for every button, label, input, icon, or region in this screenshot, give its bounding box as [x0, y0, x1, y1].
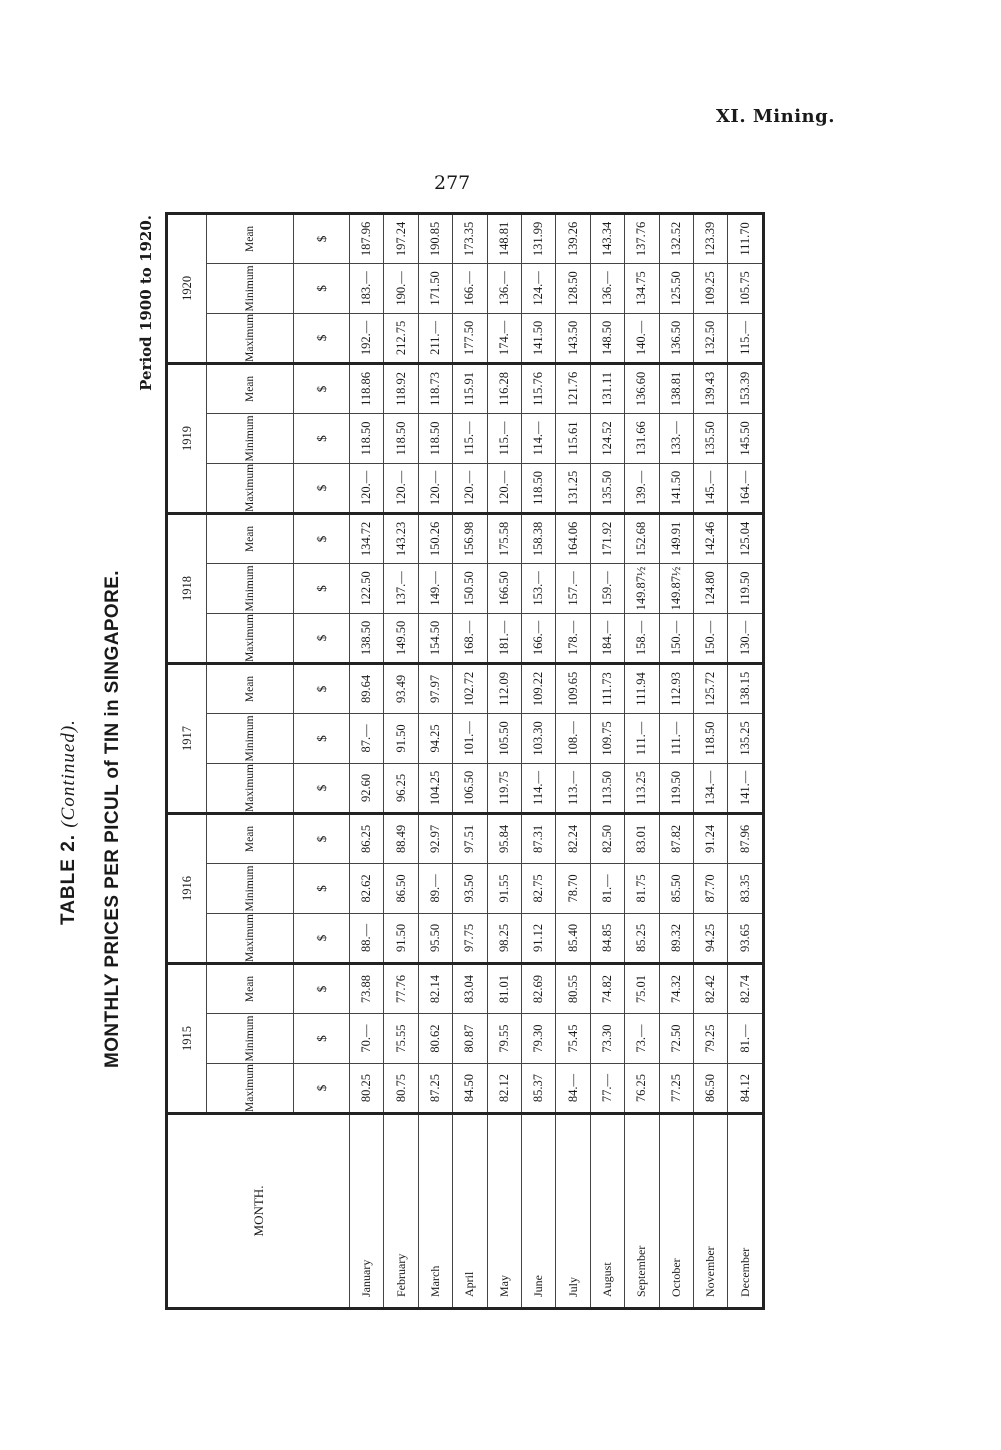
- price-cell: 141.50: [521, 313, 555, 363]
- price-cell: 109.22: [521, 663, 555, 713]
- price-cell: 140.—: [625, 313, 659, 363]
- price-cell: 181.—: [487, 613, 521, 663]
- price-cell: 136.—: [590, 263, 624, 313]
- price-cell: 131.11: [590, 363, 624, 413]
- price-cell: 113.25: [625, 763, 659, 813]
- subheader-cell: Mean: [207, 363, 294, 413]
- price-cell: 138.50: [350, 613, 384, 663]
- price-cell: 112.93: [659, 663, 693, 713]
- price-cell: 83.35: [728, 863, 764, 913]
- price-cell: 150.—: [659, 613, 693, 663]
- price-cell: 149.50: [384, 613, 418, 663]
- month-cell: August: [590, 1114, 624, 1309]
- price-cell: 115.—: [487, 413, 521, 463]
- price-cell: 128.50: [556, 263, 590, 313]
- price-cell: 114.—: [521, 413, 555, 463]
- price-cell: 142.46: [693, 513, 727, 563]
- subheader-cell: Maximum: [207, 313, 294, 363]
- table-row: [693, 213, 727, 1308]
- price-cell: 87.—: [350, 713, 384, 763]
- price-cell: 115.91: [453, 363, 487, 413]
- table-title: MONTHLY PRICES PER PICUL of TIN in SINGAPORE.: [102, 570, 123, 1068]
- price-cell: 177.50: [453, 313, 487, 363]
- price-cell: 131.66: [625, 413, 659, 463]
- price-cell: 134.—: [693, 763, 727, 813]
- price-cell: 164.06: [556, 513, 590, 563]
- subheader-cell: Minimum: [207, 1014, 294, 1064]
- price-cell: 145.50: [728, 413, 764, 463]
- price-cell: 171.50: [418, 263, 452, 313]
- table-row: [418, 213, 452, 1308]
- currency-cell: $: [294, 663, 350, 713]
- price-cell: 125.72: [693, 663, 727, 713]
- price-cell: 91.24: [693, 813, 727, 863]
- price-cell: 95.50: [418, 913, 452, 963]
- price-cell: 111.73: [590, 663, 624, 713]
- price-cell: 96.25: [384, 763, 418, 813]
- price-cell: 173.35: [453, 213, 487, 263]
- subheader-cell: Maximum: [207, 763, 294, 813]
- price-cell: 92.60: [350, 763, 384, 813]
- price-cell: 75.45: [556, 1014, 590, 1064]
- price-cell: 153.—: [521, 563, 555, 613]
- price-cell: 171.92: [590, 513, 624, 563]
- price-cell: 166.50: [487, 563, 521, 613]
- table-row: [728, 213, 764, 1308]
- price-cell: 120.—: [384, 463, 418, 513]
- price-cell: 115.76: [521, 363, 555, 413]
- price-cell: 83.04: [453, 963, 487, 1013]
- price-cell: 156.98: [453, 513, 487, 563]
- price-cell: 73.88: [350, 963, 384, 1013]
- price-cell: 87.31: [521, 813, 555, 863]
- price-cell: 137.76: [625, 213, 659, 263]
- price-cell: 73.—: [625, 1014, 659, 1064]
- subheader-cell: Minimum: [207, 413, 294, 463]
- price-cell: 80.55: [556, 963, 590, 1013]
- price-cell: 75.01: [625, 963, 659, 1013]
- price-cell: 143.34: [590, 213, 624, 263]
- price-cell: 80.87: [453, 1014, 487, 1064]
- price-cell: 81.—: [590, 863, 624, 913]
- price-cell: 122.50: [350, 563, 384, 613]
- price-cell: 111.94: [625, 663, 659, 713]
- month-cell: June: [521, 1114, 555, 1309]
- subheader-cell: Minimum: [207, 263, 294, 313]
- subheader-cell: Minimum: [207, 563, 294, 613]
- price-cell: 192.—: [350, 313, 384, 363]
- currency-cell: $: [294, 863, 350, 913]
- month-cell: January: [350, 1114, 384, 1309]
- price-cell: 138.81: [659, 363, 693, 413]
- price-cell: 78.70: [556, 863, 590, 913]
- currency-cell: $: [294, 613, 350, 663]
- price-cell: 154.50: [418, 613, 452, 663]
- price-cell: 77.25: [659, 1064, 693, 1114]
- price-cell: 81.75: [625, 863, 659, 913]
- price-cell: 82.50: [590, 813, 624, 863]
- price-cell: 82.62: [350, 863, 384, 913]
- price-cell: 73.30: [590, 1014, 624, 1064]
- price-cell: 134.75: [625, 263, 659, 313]
- subheader-cell: Maximum: [207, 613, 294, 663]
- price-cell: 87.96: [728, 813, 764, 863]
- price-cell: 141.—: [728, 763, 764, 813]
- table-label: [58, 719, 80, 925]
- price-cell: 139.—: [625, 463, 659, 513]
- price-cell: 93.49: [384, 663, 418, 713]
- price-cell: 120.—: [418, 463, 452, 513]
- price-cell: 86.50: [384, 863, 418, 913]
- price-cell: 139.43: [693, 363, 727, 413]
- price-cell: 120.—: [487, 463, 521, 513]
- price-cell: 118.86: [350, 363, 384, 413]
- price-cell: 159.—: [590, 563, 624, 613]
- price-cell: 166.—: [521, 613, 555, 663]
- currency-cell: $: [294, 913, 350, 963]
- table-row: [350, 213, 384, 1308]
- price-cell: 120.—: [350, 463, 384, 513]
- price-cell: 79.25: [693, 1014, 727, 1064]
- price-cell: 77.—: [590, 1064, 624, 1114]
- subheader-cell: Mean: [207, 213, 294, 263]
- price-cell: 111.70: [728, 213, 764, 263]
- price-cell: 150.—: [693, 613, 727, 663]
- subheader-cell: Mean: [207, 663, 294, 713]
- price-cell: 112.09: [487, 663, 521, 713]
- price-cell: 118.50: [418, 413, 452, 463]
- table-row: [521, 213, 555, 1308]
- price-cell: 87.70: [693, 863, 727, 913]
- price-cell: 89.32: [659, 913, 693, 963]
- price-cell: 91.50: [384, 913, 418, 963]
- price-cell: 190.85: [418, 213, 452, 263]
- price-cell: 135.25: [728, 713, 764, 763]
- price-cell: 94.25: [693, 913, 727, 963]
- price-cell: 111.—: [659, 713, 693, 763]
- price-cell: 178.—: [556, 613, 590, 663]
- price-cell: 168.—: [453, 613, 487, 663]
- price-cell: 84.—: [556, 1064, 590, 1114]
- price-cell: 136.60: [625, 363, 659, 413]
- currency-cell: $: [294, 463, 350, 513]
- price-cell: 166.—: [453, 263, 487, 313]
- price-cell: 70.—: [350, 1014, 384, 1064]
- year-header: 1917: [167, 663, 207, 813]
- price-cell: 149.87½: [625, 563, 659, 613]
- price-cell: 95.84: [487, 813, 521, 863]
- currency-cell: $: [294, 1064, 350, 1114]
- price-cell: 81.01: [487, 963, 521, 1013]
- price-cell: 133.—: [659, 413, 693, 463]
- price-cell: 81.—: [728, 1014, 764, 1064]
- price-cell: 85.25: [625, 913, 659, 963]
- period-note: Period 1900 to 1920.: [137, 215, 155, 391]
- price-cell: 82.42: [693, 963, 727, 1013]
- price-cell: 104.25: [418, 763, 452, 813]
- price-cell: 105.50: [487, 713, 521, 763]
- subheader-cell: Minimum: [207, 713, 294, 763]
- price-cell: 125.50: [659, 263, 693, 313]
- price-cell: 109.25: [693, 263, 727, 313]
- price-cell: 89.64: [350, 663, 384, 713]
- price-cell: 131.25: [556, 463, 590, 513]
- table-row: [590, 213, 624, 1308]
- price-cell: 94.25: [418, 713, 452, 763]
- price-cell: 118.50: [350, 413, 384, 463]
- currency-cell: $: [294, 213, 350, 263]
- price-cell: 136.—: [487, 263, 521, 313]
- continued-note: (Continued).: [58, 719, 79, 828]
- price-cell: 77.76: [384, 963, 418, 1013]
- price-cell: 84.85: [590, 913, 624, 963]
- price-cell: 76.25: [625, 1064, 659, 1114]
- price-cell: 113.—: [556, 763, 590, 813]
- price-cell: 111.—: [625, 713, 659, 763]
- table-row: [556, 213, 590, 1308]
- table-number: TABLE 2.: [58, 833, 79, 925]
- price-cell: 106.50: [453, 763, 487, 813]
- price-cell: 85.50: [659, 863, 693, 913]
- table-row: [659, 213, 693, 1308]
- price-cell: 174.—: [487, 313, 521, 363]
- month-column-header: MONTH.: [167, 1114, 350, 1309]
- price-cell: 211.—: [418, 313, 452, 363]
- price-cell: 115.—: [728, 313, 764, 363]
- month-cell: March: [418, 1114, 452, 1309]
- price-cell: 184.—: [590, 613, 624, 663]
- price-cell: 145.—: [693, 463, 727, 513]
- price-cell: 72.50: [659, 1014, 693, 1064]
- subheader-cell: Maximum: [207, 1064, 294, 1114]
- price-cell: 137.—: [384, 563, 418, 613]
- price-cell: 152.68: [625, 513, 659, 563]
- price-cell: 101.—: [453, 713, 487, 763]
- price-cell: 118.50: [521, 463, 555, 513]
- price-cell: 82.14: [418, 963, 452, 1013]
- currency-cell: $: [294, 763, 350, 813]
- price-cell: 119.50: [728, 563, 764, 613]
- price-cell: 124.—: [521, 263, 555, 313]
- price-cell: 148.81: [487, 213, 521, 263]
- price-cell: 89.—: [418, 863, 452, 913]
- price-cell: 86.25: [350, 813, 384, 863]
- price-cell: 150.26: [418, 513, 452, 563]
- price-cell: 175.58: [487, 513, 521, 563]
- price-cell: 118.73: [418, 363, 452, 413]
- price-cell: 82.75: [521, 863, 555, 913]
- subheader-cell: Mean: [207, 813, 294, 863]
- price-cell: 93.50: [453, 863, 487, 913]
- price-cell: 86.50: [693, 1064, 727, 1114]
- price-cell: 143.50: [556, 313, 590, 363]
- price-cell: 82.69: [521, 963, 555, 1013]
- price-cell: 85.40: [556, 913, 590, 963]
- price-cell: 118.50: [384, 413, 418, 463]
- price-cell: 187.96: [350, 213, 384, 263]
- price-cell: 149.—: [418, 563, 452, 613]
- subheader-cell: Mean: [207, 963, 294, 1013]
- currency-cell: $: [294, 813, 350, 863]
- price-cell: 92.97: [418, 813, 452, 863]
- currency-cell: $: [294, 363, 350, 413]
- price-cell: 158.38: [521, 513, 555, 563]
- price-cell: 157.—: [556, 563, 590, 613]
- price-cell: 118.50: [693, 713, 727, 763]
- currency-cell: $: [294, 1014, 350, 1064]
- price-cell: 123.39: [693, 213, 727, 263]
- price-cell: 80.62: [418, 1014, 452, 1064]
- price-cell: 149.87½: [659, 563, 693, 613]
- subheader-cell: Maximum: [207, 463, 294, 513]
- price-cell: 102.72: [453, 663, 487, 713]
- price-cell: 88.49: [384, 813, 418, 863]
- price-cell: 138.15: [728, 663, 764, 713]
- price-cell: 93.65: [728, 913, 764, 963]
- table-row: [625, 213, 659, 1308]
- price-cell: 149.91: [659, 513, 693, 563]
- price-cell: 80.25: [350, 1064, 384, 1114]
- month-cell: February: [384, 1114, 418, 1309]
- price-cell: 164.—: [728, 463, 764, 513]
- currency-cell: $: [294, 713, 350, 763]
- price-cell: 115.—: [453, 413, 487, 463]
- month-cell: April: [453, 1114, 487, 1309]
- price-cell: 116.28: [487, 363, 521, 413]
- price-cell: 79.55: [487, 1014, 521, 1064]
- price-cell: 118.92: [384, 363, 418, 413]
- currency-cell: $: [294, 513, 350, 563]
- price-cell: 124.80: [693, 563, 727, 613]
- year-header: 1918: [167, 513, 207, 663]
- price-cell: 82.24: [556, 813, 590, 863]
- currency-cell: $: [294, 313, 350, 363]
- price-cell: 197.24: [384, 213, 418, 263]
- price-cell: 109.75: [590, 713, 624, 763]
- price-cell: 119.50: [659, 763, 693, 813]
- price-cell: 134.72: [350, 513, 384, 563]
- price-cell: 153.39: [728, 363, 764, 413]
- month-cell: October: [659, 1114, 693, 1309]
- price-cell: 83.01: [625, 813, 659, 863]
- subheader-cell: Minimum: [207, 863, 294, 913]
- price-cell: 132.52: [659, 213, 693, 263]
- price-cell: 143.23: [384, 513, 418, 563]
- price-cell: 119.75: [487, 763, 521, 813]
- price-cell: 97.97: [418, 663, 452, 713]
- price-cell: 135.50: [693, 413, 727, 463]
- price-cell: 183.—: [350, 263, 384, 313]
- price-cell: 103.30: [521, 713, 555, 763]
- price-cell: 87.25: [418, 1064, 452, 1114]
- price-cell: 132.50: [693, 313, 727, 363]
- year-header: 1920: [167, 213, 207, 363]
- price-cell: 212.75: [384, 313, 418, 363]
- price-cell: 87.82: [659, 813, 693, 863]
- month-cell: November: [693, 1114, 727, 1309]
- price-cell: 113.50: [590, 763, 624, 813]
- price-cell: 148.50: [590, 313, 624, 363]
- tin-price-table: [165, 212, 765, 1310]
- price-cell: 74.32: [659, 963, 693, 1013]
- price-cell: 115.61: [556, 413, 590, 463]
- subheader-cell: Maximum: [207, 913, 294, 963]
- price-cell: 82.74: [728, 963, 764, 1013]
- price-cell: 79.30: [521, 1014, 555, 1064]
- price-cell: 75.55: [384, 1014, 418, 1064]
- price-cell: 88.—: [350, 913, 384, 963]
- subheader-cell: Mean: [207, 513, 294, 563]
- price-cell: 97.75: [453, 913, 487, 963]
- currency-cell: $: [294, 413, 350, 463]
- price-cell: 109.65: [556, 663, 590, 713]
- table-row: [453, 213, 487, 1308]
- price-cell: 91.12: [521, 913, 555, 963]
- price-cell: 98.25: [487, 913, 521, 963]
- price-cell: 150.50: [453, 563, 487, 613]
- page-number: 277: [434, 172, 471, 194]
- price-cell: 82.12: [487, 1064, 521, 1114]
- price-cell: 139.26: [556, 213, 590, 263]
- price-cell: 124.52: [590, 413, 624, 463]
- price-cell: 84.12: [728, 1064, 764, 1114]
- year-header: 1916: [167, 813, 207, 963]
- currency-cell: $: [294, 963, 350, 1013]
- price-cell: 80.75: [384, 1064, 418, 1114]
- year-header: 1915: [167, 963, 207, 1113]
- price-cell: 91.55: [487, 863, 521, 913]
- price-cell: 85.37: [521, 1064, 555, 1114]
- table-row: [384, 213, 418, 1308]
- price-cell: 97.51: [453, 813, 487, 863]
- table-row: [487, 213, 521, 1308]
- year-header: 1919: [167, 363, 207, 513]
- price-cell: 131.99: [521, 213, 555, 263]
- price-cell: 108.—: [556, 713, 590, 763]
- tin-price-table-container: [137, 215, 765, 1310]
- price-cell: 74.82: [590, 963, 624, 1013]
- currency-cell: $: [294, 263, 350, 313]
- section-heading: XI. Mining.: [715, 106, 835, 127]
- price-cell: 190.—: [384, 263, 418, 313]
- price-cell: 84.50: [453, 1064, 487, 1114]
- price-cell: 141.50: [659, 463, 693, 513]
- currency-cell: $: [294, 563, 350, 613]
- month-cell: July: [556, 1114, 590, 1309]
- price-cell: 105.75: [728, 263, 764, 313]
- price-cell: 114.—: [521, 763, 555, 813]
- price-cell: 91.50: [384, 713, 418, 763]
- price-cell: 130.—: [728, 613, 764, 663]
- price-cell: 120.—: [453, 463, 487, 513]
- price-cell: 121.76: [556, 363, 590, 413]
- price-cell: 136.50: [659, 313, 693, 363]
- price-cell: 125.04: [728, 513, 764, 563]
- month-cell: December: [728, 1114, 764, 1309]
- month-cell: September: [625, 1114, 659, 1309]
- month-cell: May: [487, 1114, 521, 1309]
- price-cell: 135.50: [590, 463, 624, 513]
- price-cell: 158.—: [625, 613, 659, 663]
